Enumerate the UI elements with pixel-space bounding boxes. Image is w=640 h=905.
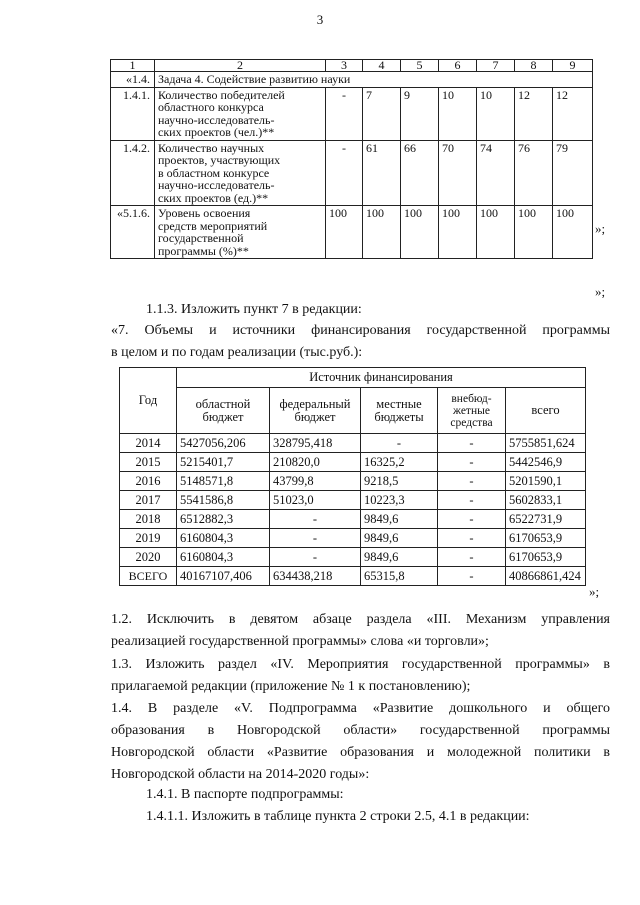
- year-cell: 2020: [120, 548, 177, 567]
- table-row: [120, 548, 586, 567]
- value-cell: 65315,8: [361, 567, 438, 586]
- value-cell: 6512882,3: [177, 510, 270, 529]
- year-cell: 2019: [120, 529, 177, 548]
- value-cell: -: [326, 140, 363, 206]
- paragraph-7-line: в целом и по годам реализации (тыс.руб.):: [111, 345, 363, 360]
- value-cell: 9849,6: [361, 529, 438, 548]
- value-cell: 12: [515, 87, 553, 140]
- year-cell: 2016: [120, 472, 177, 491]
- value-cell: 10223,3: [361, 491, 438, 510]
- description-line: научно-исследователь-: [158, 178, 275, 192]
- description-line: Количество научных: [158, 140, 265, 155]
- value-cell: 70: [439, 140, 477, 206]
- value-cell: -: [438, 491, 506, 510]
- value-cell: 66: [401, 140, 439, 206]
- value-cell: 6160804,3: [177, 529, 270, 548]
- description-line: ских проектов (чел.)**: [158, 125, 275, 139]
- table-row: [111, 206, 593, 259]
- table-row: [120, 510, 586, 529]
- column-header: внебюд-жетные средства: [438, 388, 506, 434]
- value-cell: 100: [553, 206, 593, 259]
- section-row: [111, 72, 593, 88]
- value-cell: -: [326, 87, 363, 140]
- value-cell: 5442546,9: [506, 453, 586, 472]
- value-cell: 6170653,9: [506, 529, 586, 548]
- paragraph-1-4-1: 1.4.1. В паспорте подпрограммы:: [146, 787, 344, 802]
- value-cell: 5201590,1: [506, 472, 586, 491]
- column-number: 2: [155, 60, 326, 72]
- value-cell: -: [438, 434, 506, 453]
- value-cell: -: [438, 453, 506, 472]
- column-number: 9: [553, 60, 593, 72]
- closing-quote: »;: [595, 221, 606, 236]
- value-cell: 100: [363, 206, 401, 259]
- row-description: [155, 140, 326, 206]
- value-cell: -: [270, 529, 361, 548]
- value-cell: -: [270, 510, 361, 529]
- value-cell: -: [438, 548, 506, 567]
- table-header-row: [120, 368, 586, 388]
- value-cell: 5755851,624: [506, 434, 586, 453]
- row-code: «5.1.6.: [111, 206, 155, 259]
- paragraph-1-2-line: 1.2. Исключить в девятом абзаце раздела «III. Механизм управления: [111, 612, 610, 627]
- year-cell: 2017: [120, 491, 177, 510]
- row-code: 1.4.1.: [111, 87, 155, 140]
- table-row: [120, 472, 586, 491]
- page-number: 3: [316, 12, 324, 27]
- value-cell: 328795,418: [270, 434, 361, 453]
- year-header: Год: [120, 368, 177, 434]
- column-header: местные бюджеты: [361, 388, 438, 434]
- value-cell: 634438,218: [270, 567, 361, 586]
- column-number: 4: [363, 60, 401, 72]
- indicators-table: [110, 59, 593, 259]
- paragraph-1-1-3: 1.1.3. Изложить пункт 7 в редакции:: [146, 302, 362, 317]
- description-line: проектов, участвующих: [158, 153, 281, 167]
- value-cell: -: [438, 529, 506, 548]
- paragraph-1-4-line: 1.4. В разделе «V. Подпрограмма «Развитие дошкольного и общего: [111, 701, 610, 716]
- row-code: 1.4.2.: [111, 140, 155, 206]
- value-cell: 16325,2: [361, 453, 438, 472]
- value-cell: 43799,8: [270, 472, 361, 491]
- column-header: областной бюджет: [177, 388, 270, 434]
- column-number: 3: [326, 60, 363, 72]
- column-number: 1: [111, 60, 155, 72]
- paragraph-1-3-line: 1.3. Изложить раздел «IV. Мероприятия государственной программы» в: [111, 657, 610, 672]
- description-line: программы (%)**: [158, 243, 249, 258]
- value-cell: -: [270, 548, 361, 567]
- table-row: [120, 529, 586, 548]
- description-line: средств мероприятий: [158, 218, 268, 233]
- table-header-row: [111, 60, 593, 72]
- value-cell: -: [438, 510, 506, 529]
- year-cell: 2015: [120, 453, 177, 472]
- year-cell: ВСЕГО: [120, 567, 177, 586]
- value-cell: -: [361, 434, 438, 453]
- year-cell: 2014: [120, 434, 177, 453]
- value-cell: 5541586,8: [177, 491, 270, 510]
- column-number: 7: [477, 60, 515, 72]
- description-line: в областном конкурсе: [158, 165, 270, 180]
- total-row: [120, 567, 586, 586]
- value-cell: 9218,5: [361, 472, 438, 491]
- paragraph-1-3-line: прилагаемой редакции (приложение № 1 к постановлению);: [111, 679, 471, 694]
- value-cell: 210820,0: [270, 453, 361, 472]
- table-row: [111, 140, 593, 206]
- description-line: Количество победителей: [158, 87, 285, 102]
- value-cell: 40167107,406: [177, 567, 270, 586]
- paragraph-1-4-line: Новгородской области на 2014-2020 годы»:: [111, 767, 370, 782]
- value-cell: 9849,6: [361, 510, 438, 529]
- table-header-row: [120, 388, 586, 434]
- description-line: Уровень освоения: [158, 206, 251, 220]
- value-cell: 5602833,1: [506, 491, 586, 510]
- value-cell: -: [438, 472, 506, 491]
- value-cell: 74: [477, 140, 515, 206]
- value-cell: 79: [553, 140, 593, 206]
- value-cell: 5148571,8: [177, 472, 270, 491]
- value-cell: -: [438, 567, 506, 586]
- column-number: 5: [401, 60, 439, 72]
- table-row: [120, 434, 586, 453]
- paragraph-1-4-1-1: 1.4.1.1. Изложить в таблице пункта 2 строки 2.5, 4.1 в редакции:: [146, 809, 530, 824]
- row-description: [155, 87, 326, 140]
- paragraph-7-line: «7. Объемы и источники финансирования государственной программы: [111, 323, 610, 338]
- table-row: [120, 491, 586, 510]
- value-cell: 61: [363, 140, 401, 206]
- description-line: ских проектов (ед.)**: [158, 190, 269, 205]
- column-header: федеральный бюджет: [270, 388, 361, 434]
- value-cell: 10: [439, 87, 477, 140]
- financing-table: [119, 367, 586, 586]
- value-cell: 5427056,206: [177, 434, 270, 453]
- table-row: [120, 453, 586, 472]
- column-header: всего: [506, 388, 586, 434]
- paragraph-1-2-line: реализацией государственной программы» слова «и торговли»;: [111, 634, 489, 649]
- description-line: научно-исследователь-: [158, 112, 275, 127]
- value-cell: 76: [515, 140, 553, 206]
- value-cell: 6160804,3: [177, 548, 270, 567]
- value-cell: 5215401,7: [177, 453, 270, 472]
- value-cell: 6170653,9: [506, 548, 586, 567]
- value-cell: 100: [515, 206, 553, 259]
- closing-quote: »;: [595, 284, 606, 299]
- table-row: [111, 87, 593, 140]
- value-cell: 10: [477, 87, 515, 140]
- description-line: государственной: [158, 231, 244, 245]
- year-cell: 2018: [120, 510, 177, 529]
- description-line: областного конкурса: [158, 100, 264, 114]
- row-description: [155, 206, 326, 259]
- value-cell: 100: [439, 206, 477, 259]
- value-cell: 100: [326, 206, 363, 259]
- closing-quote: »;: [589, 584, 600, 599]
- value-cell: 40866861,424: [506, 567, 586, 586]
- section-code: «1.4.: [111, 72, 155, 88]
- value-cell: 12: [553, 87, 593, 140]
- paragraph-1-4-line: образования в Новгородской области» государственной программы: [111, 723, 610, 738]
- value-cell: 100: [477, 206, 515, 259]
- value-cell: 100: [401, 206, 439, 259]
- value-cell: 9: [401, 87, 439, 140]
- paragraph-1-4-line: Новгородской области «Развитие образования и молодежной политики в: [111, 745, 610, 760]
- column-number: 8: [515, 60, 553, 72]
- value-cell: 7: [363, 87, 401, 140]
- column-number: 6: [439, 60, 477, 72]
- value-cell: 51023,0: [270, 491, 361, 510]
- value-cell: 9849,6: [361, 548, 438, 567]
- group-header: Источник финансирования: [177, 368, 586, 388]
- section-title: Задача 4. Содействие развитию науки: [155, 72, 593, 88]
- value-cell: 6522731,9: [506, 510, 586, 529]
